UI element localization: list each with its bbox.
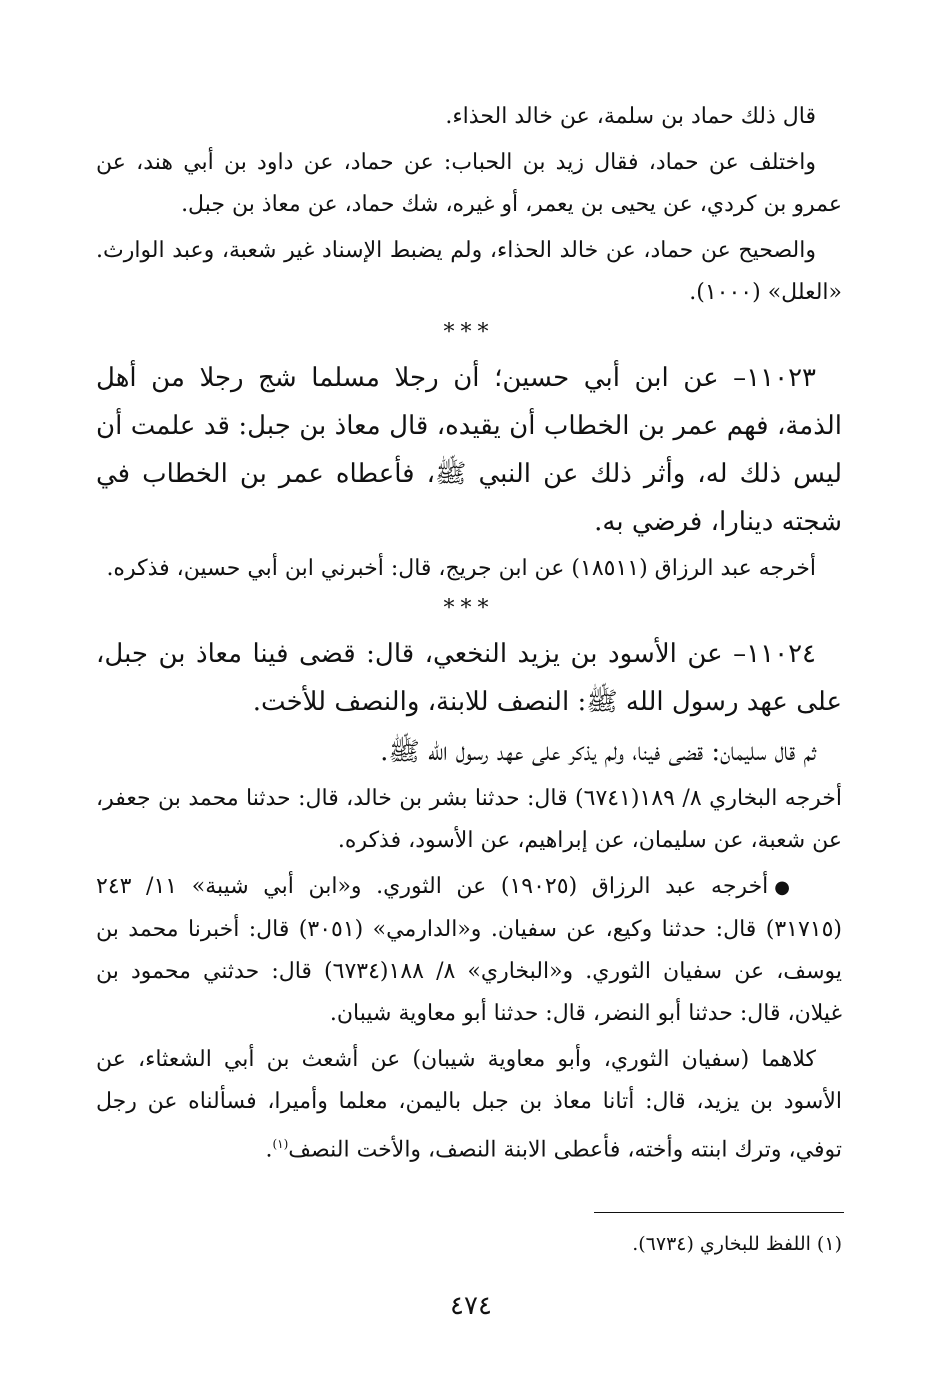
hadith-11024 [96,630,842,726]
bullet-icon: ● [774,877,790,898]
note-paragraph-1: قال ذلك حماد بن سلمة، عن خالد الحذاء. [445,104,816,129]
footnote: (١) اللفظ للبخاري (٦٧٣٤). [632,1233,842,1255]
takhrij-paragraph-2: أخرجه البخاري ٨/ ١٨٩(٦٧٤١) قال: حدثنا بشر بن خالد، قال: حدثنا محمد بن جعفر، عن شعبة، عن سليمان، عن إبراهيم، عن الأسود، فذكره. [96,786,843,853]
page-body [96,96,842,1175]
footnote-divider [594,1212,844,1213]
takhrij-paragraph-3 [96,866,842,1035]
note-paragraph-3: والصحيح عن حماد، عن خالد الحذاء، ولم يضبط الإسناد غير شعبة، وعبد الوارث. «العلل» (١٠٠٠). [96,238,842,305]
hadith-continuation: ثم قال سليمان: قضى فينا، ولم يذكر على عهد رسول الله ﷺ. [380,737,816,767]
takhrij-text: كلاهما (سفيان الثوري، وأبو معاوية شيبان) عن أشعث بن أبي الشعثاء، عن الأسود بن يزيد، قال: أتانا معاذ بن جبل باليمن، معلما وأميرا، فسألناه عن رجل توفي، وترك ابنته وأخته، فأعطى الابنة النصف، والأخت النصف [96,1047,843,1163]
hadith-text: – عن ابن أبي حسين؛ أن رجلا مسلما شج رجلا من أهل الذمة، فهم عمر بن الخطاب أن يقيده، قال معاذ بن جبل: قد علمت أن ليس ذلك له، وأثر ذلك عن النبي ﷺ، فأعطاه عمر بن الخطاب في شجته دينارا، فرضي به. [96,363,842,537]
takhrij-text: أخرجه عبد الرزاق (١٩٠٢٥) عن الثوري. و«ابن أبي شيبة» ١١/ ٢٤٣ (٣١٧١٥) قال: حدثنا وكيع، عن سفيان. و«الدارمي» (٣٠٥١) قال: أخبرنا محمد بن يوسف، عن سفيان الثوري. و«البخاري» ٨/ ١٨٨(٦٧٣٤) قال: حدثني محمود بن غيلان، قال: حدثنا أبو النضر، قال: حدثنا أبو معاوية شيبان. [96,874,843,1026]
note-paragraph-2: واختلف عن حماد، فقال زيد بن الحباب: عن حماد، عن داود بن أبي هند، عن عمرو بن كردي، عن يحيى بن يعمر، أو غيره، شك حماد، عن معاذ بن جبل. [96,150,842,217]
page-number: ٤٧٤ [450,1291,492,1321]
hadith-11023 [96,354,842,546]
takhrij-paragraph-4 [96,1039,842,1171]
hadith-number: ١١٠٢٣ [746,363,816,393]
footnote-marker[interactable]: (١) [272,1137,289,1151]
takhrij-paragraph-1: أخرجه عبد الرزاق (١٨٥١١) عن ابن جريج، قال: أخبرني ابن أبي حسين، فذكره. [106,556,816,581]
hadith-text: – عن الأسود بن يزيد النخعي، قال: قضى فينا معاذ بن جبل، على عهد رسول الله ﷺ: النصف للابنة، والنصف للأخت. [96,639,842,717]
hadith-number: ١١٠٢٤ [746,639,816,669]
section-separator-1: *** [443,320,495,345]
section-separator-2: *** [443,596,495,621]
period: . [265,1137,273,1163]
